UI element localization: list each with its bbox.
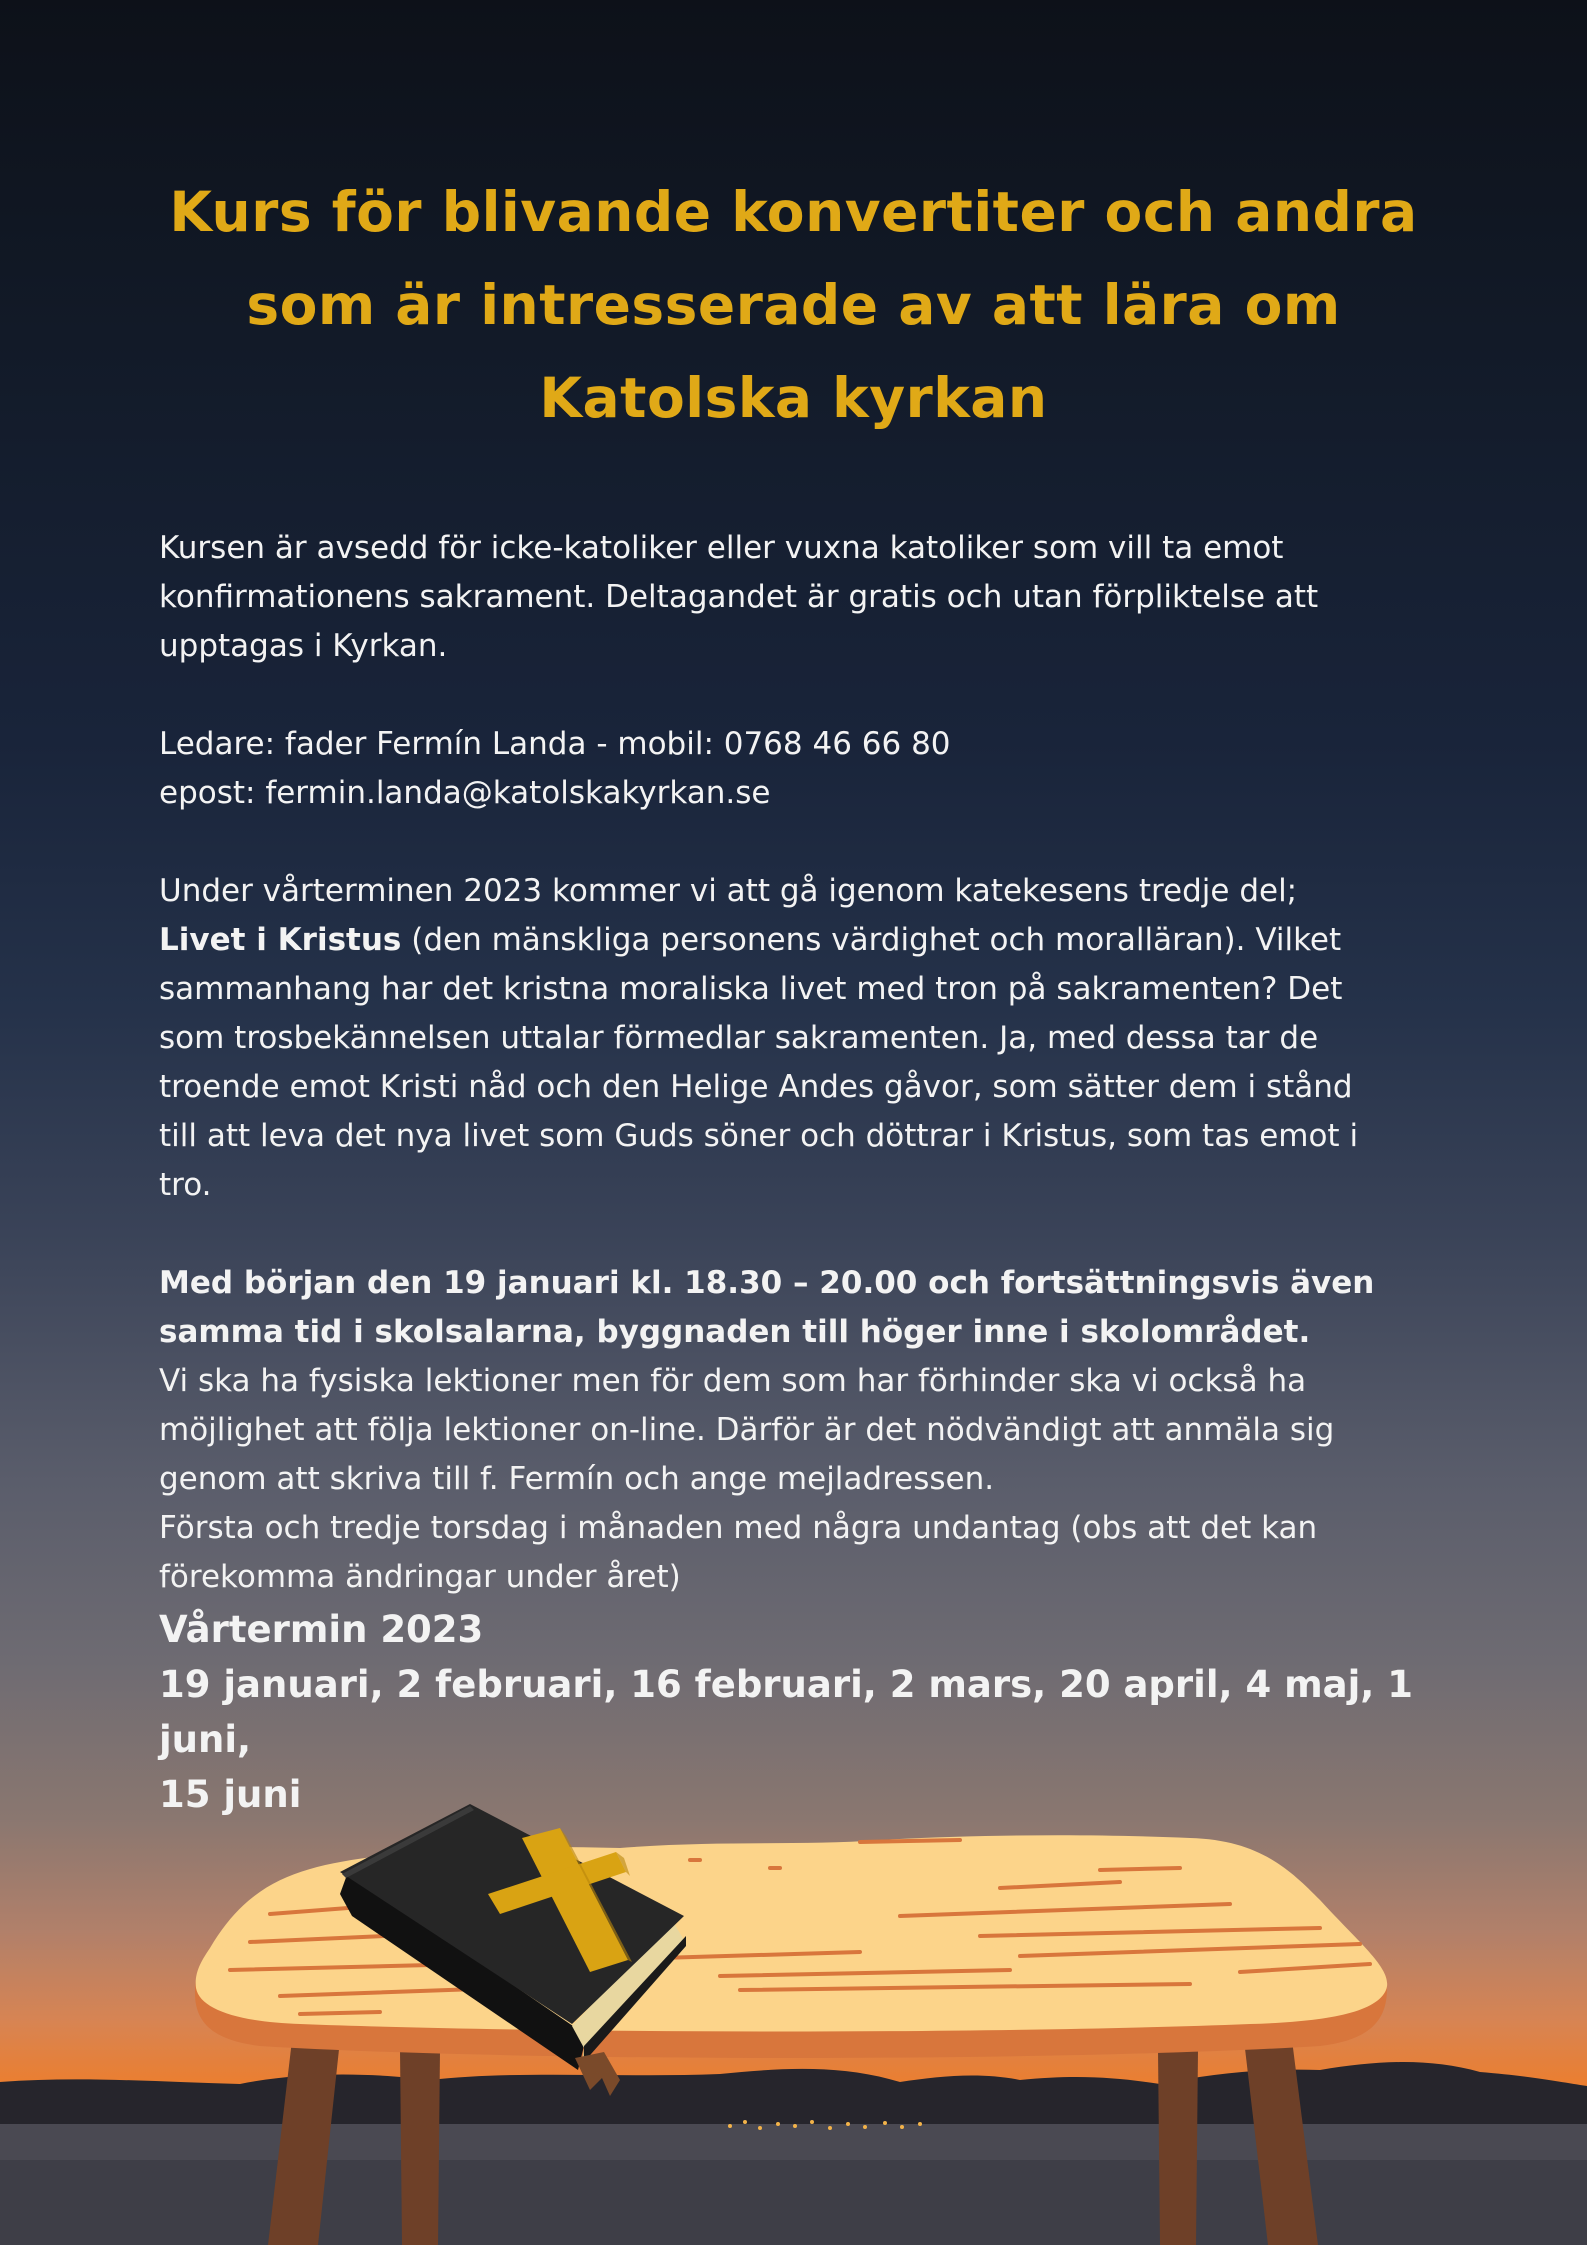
intro-line-1: Kursen är avsedd för icke-katoliker eller vuxna katoliker som vill ta emot [159, 530, 1284, 566]
logistics-bold-line-1: Med början den 19 januari kl. 18.30 – 20.00 och fortsättningsvis även [159, 1265, 1375, 1301]
logistics-paragraph [159, 1259, 1419, 1602]
description-line-6: till att leva det nya livet som Guds söner och döttrar i Kristus, som tas emot i [159, 1118, 1359, 1154]
schedule-heading: Vårtermin 2023 [159, 1608, 484, 1651]
logistics-line-4: möjlighet att följa lektioner on-line. Därför är det nödvändigt att anmäla sig [159, 1412, 1335, 1448]
intro-paragraph [159, 524, 1419, 671]
logistics-line-6: Första och tredje torsdag i månaden med några undantag (obs att det kan [159, 1510, 1318, 1546]
poster-body [159, 524, 1419, 1822]
logistics-bold-line-2: samma tid i skolsalarna, byggnaden till höger inne i skolområdet. [159, 1314, 1311, 1350]
title-line-3: Katolska kyrkan [539, 366, 1048, 430]
logistics-line-7: förekomma ändringar under året) [159, 1559, 681, 1595]
description-line-2: (den mänskliga personens värdighet och moralläran). Vilket [401, 922, 1342, 958]
description-line-1: Under vårterminen 2023 kommer vi att gå igenom katekesens tredje del; [159, 873, 1298, 909]
description-paragraph [159, 867, 1419, 1210]
intro-line-3: upptagas i Kyrkan. [159, 628, 448, 664]
poster-title [140, 166, 1447, 445]
schedule-dates-1: 19 januari, 2 februari, 16 februari, 2 mars, 20 april, 4 maj, 1 juni, [159, 1663, 1413, 1761]
leader-contact: Ledare: fader Fermín Landa - mobil: 0768 46 66 80 [159, 726, 951, 762]
title-line-1: Kurs för blivande konvertiter och andra [169, 180, 1418, 244]
schedule-block [159, 1602, 1419, 1822]
hills-silhouette [0, 2062, 1587, 2130]
description-line-3: sammanhang har det kristna moraliska livet med tron på sakramenten? Det [159, 971, 1343, 1007]
logistics-line-5: genom att skriva till f. Fermín och ange mejladressen. [159, 1461, 995, 1497]
contact-paragraph [159, 720, 1419, 818]
description-highlight: Livet i Kristus [159, 922, 402, 958]
description-line-5: troende emot Kristi nåd och den Helige Andes gåvor, som sätter dem i stånd [159, 1069, 1353, 1105]
email-contact: epost: fermin.landa@katolskakyrkan.se [159, 775, 771, 811]
description-line-7: tro. [159, 1167, 212, 1203]
intro-line-2: konfirmationens sakrament. Deltagandet är gratis och utan förpliktelse att [159, 579, 1319, 615]
title-line-2: som är intresserade av att lära om [246, 273, 1341, 337]
logistics-line-3: Vi ska ha fysiska lektioner men för dem som har förhinder ska vi också ha [159, 1363, 1307, 1399]
schedule-dates-2: 15 juni [159, 1773, 302, 1816]
description-line-4: som trosbekännelsen uttalar förmedlar sakramenten. Ja, med dessa tar de [159, 1020, 1319, 1056]
